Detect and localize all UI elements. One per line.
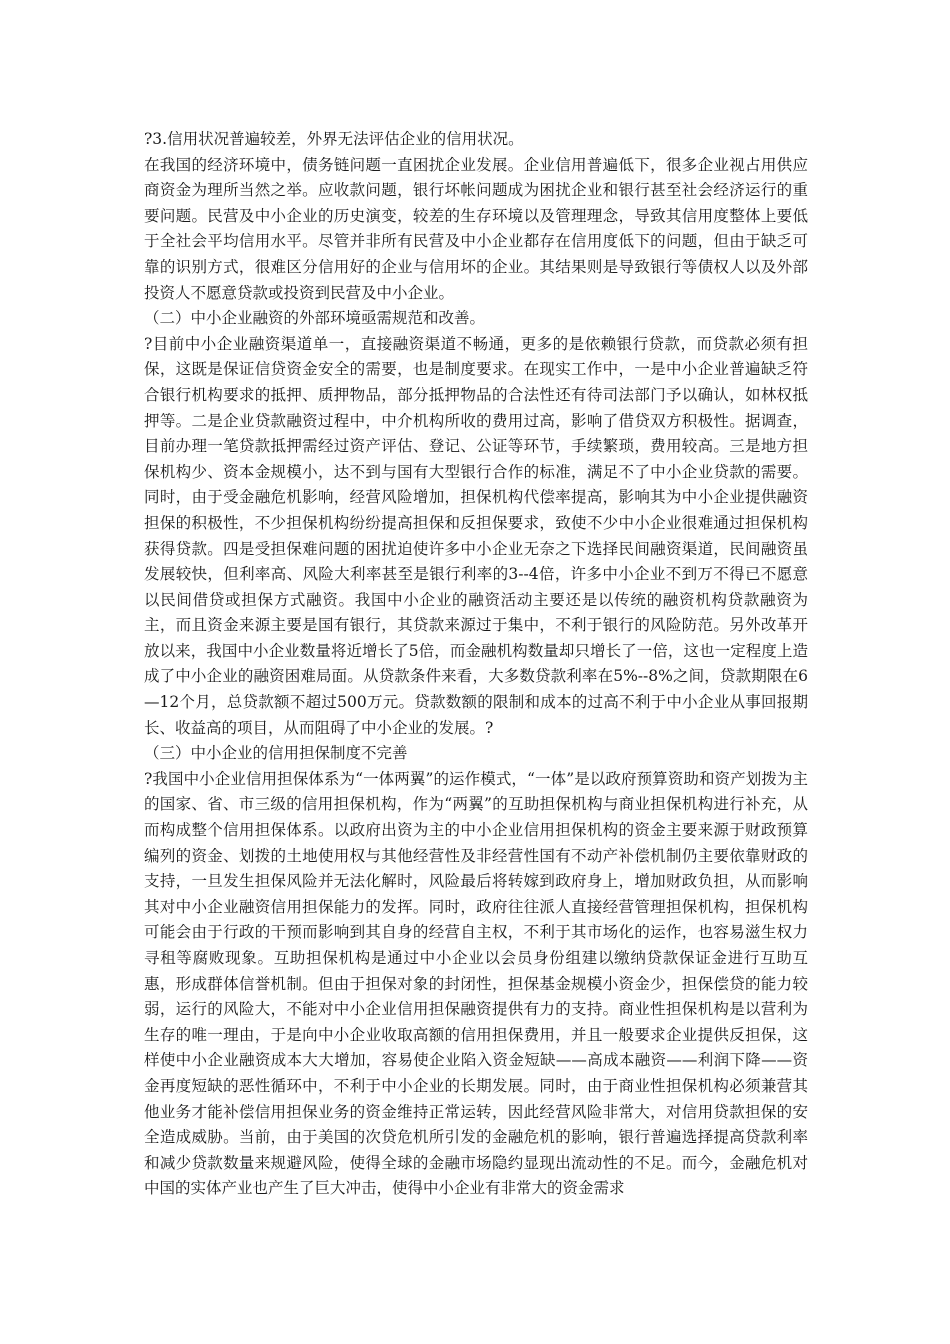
paragraph-external-environment-body: ?目前中小企业融资渠道单一，直接融资渠道不畅通，更多的是依赖银行贷款，而贷款必须有担保，这既是保证信贷资金安全的需要，也是制度要求。在现实工作中，一是中小企业普遍缺乏符合银行机构要求的抵押、质押物品，部分抵押物品的合法性还有待司法部门予以确认，如林权抵押等。二是企业贷款融资过程中，中介机构所收的费用过高，影响了借贷双方积极性。据调查，目前办理一笔贷款抵押需经过资产评估、登记、公证等环节，手续繁琐，费用较高。三是地方担保机构少、资本金规模小，达不到与国有大型银行合作的标准，满足不了中小企业贷款的需要。同时，由于受金融危机影响，经营风险增加，担保机构代偿率提高，影响其为中小企业提供融资担保的积极性，不少担保机构纷纷提高担保和反担保要求，致使不少中小企业很难通过担保机构获得贷款。四是受担保难问题的困扰迫使许多中小企业无奈之下选择民间融资渠道，民间融资虽发展较快，但利率高、风险大利率甚至是银行利率的3--4倍，许多中小企业不到万不得已不愿意以民间借贷或担保方式融资。我国中小企业的融资活动主要还是以传统的融资机构贷款融资为主，而且资金来源主要是国有银行，其贷款来源过于集中，不利于银行的风险防范。另外改革开放以来，我国中小企业数量将近增长了5倍，而金融机构数量却只增长了一倍，这也一定程度上造成了中小企业的融资困难局面。从贷款条件来看，大多数贷款利率在5%--8%之间，贷款期限在6—12个月，总贷款额不超过500万元。贷款数额的限制和成本的过高不利于中小企业从事回报期长、收益高的项目，从而阻碍了中小企业的发展。? <box>144 334 808 737</box>
paragraph-credit-status-heading: ?3.信用状况普遍较差，外界无法评估企业的信用状况。 <box>144 130 524 148</box>
paragraph-credit-guarantee-body: ?我国中小企业信用担保体系为“一体两翼”的运作模式，“一体”是以政府预算资助和资产划拨为主的国家、省、市三级的信用担保机构，作为“两翼”的互助担保机构与商业担保机构进行补充，从而构成整个信用担保体系。以政府出资为主的中小企业信用担保机构的资金主要来源于财政预算编列的资金、划拨的土地使用权与其他经营性及非经营性国有不动产补偿机制仍主要依靠财政的支持，一旦发生担保风险并无法化解时，风险最后将转嫁到政府身上，增加财政负担，从而影响其对中小企业融资信用担保能力的发挥。同时，政府往往派人直接经营管理担保机构，担保机构可能会由于行政的干预而影响到其自身的经营自主权，不利于其市场化的运作，也容易滋生权力寻租等腐败现象。互助担保机构是通过中小企业以会员身份组建以缴纳贷款保证金进行互助互惠，形成群体信誉机制。但由于担保对象的封闭性，担保基金规模小资金少，担保偿贷的能力较弱，运行的风险大，不能对中小企业信用担保融资提供有力的支持。商业性担保机构是以营利为生存的唯一理由，于是向中小企业收取高额的信用担保费用，并且一般要求企业提供反担保，这样使中小企业融资成本大大增加，容易使企业陷入资金短缺——高成本融资——利润下降——资金再度短缺的恶性循环中，不利于中小企业的长期发展。同时，由于商业性担保机构必须兼营其他业务才能补偿信用担保业务的资金维持正常运转，因此经营风险非常大，对信用贷款担保的安全造成威胁。当前，由于美国的次贷危机所引发的金融危机的影响，银行普遍选择提高贷款利率和减少贷款数量来规避风险，使得全球的金融市场隐约显现出流动性的不足。而今，金融危机对中国的实体产业也产生了巨大冲击，使得中小企业有非常大的资金需求 <box>144 769 808 1198</box>
document-body <box>144 127 808 1202</box>
section-heading-external-environment: （二）中小企业融资的外部环境亟需规范和改善。 <box>144 309 486 328</box>
paragraph-credit-status-body: 在我国的经济环境中，债务链问题一直困扰企业发展。企业信用普遍低下，很多企业视占用供应商资金为理所当然之举。应收款问题，银行坏帐问题成为困扰企业和银行甚至社会经济运行的重要问题。民营及中小企业的历史演变，较差的生存环境以及管理理念，导致其信用度整体上要低于全社会平均信用水平。尽管并非所有民营及中小企业都存在信用度低下的问题，但由于缺乏可靠的识别方式，很难区分信用好的企业与信用坏的企业。其结果则是导致银行等债权人以及外部投资人不愿意贷款或投资到民营及中小企业。 <box>144 155 808 302</box>
section-heading-credit-guarantee: （三）中小企业的信用担保制度不完善 <box>144 744 408 763</box>
